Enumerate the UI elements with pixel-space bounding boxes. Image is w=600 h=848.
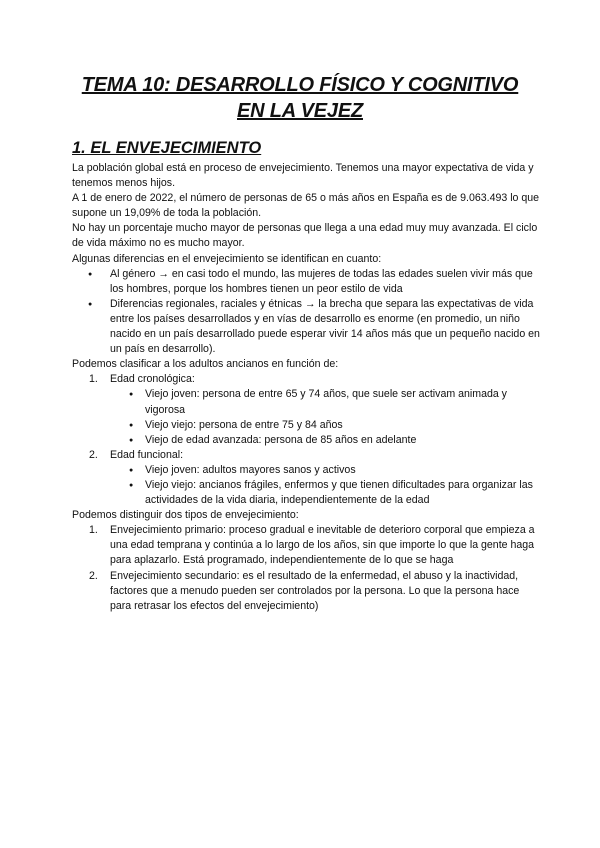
- title-line-1: TEMA 10: DESARROLLO FÍSICO Y COGNITIVO: [81, 74, 519, 96]
- differences-list: [72, 267, 542, 358]
- sub-list-item: ● Viejo joven: persona de entre 65 y 74 años, que suele ser activam animada y vigorosa: [72, 387, 542, 417]
- section-body: [72, 161, 542, 614]
- paragraph: No hay un porcentaje mucho mayor de personas que llega a una edad muy muy avanzada. El ciclo de vida máximo no es mucho mayor.: [72, 222, 538, 250]
- sub-list-item: ● Viejo joven: adultos mayores sanos y activos: [72, 463, 542, 478]
- list-item-label: Edad cronológica:: [110, 373, 195, 386]
- list-number: 2.: [89, 569, 98, 582]
- list-item: [72, 569, 542, 614]
- list-item-text: Envejecimiento secundario: es el resultado de la enfermedad, el abuso y la inactividad, factores que a menudo pueden ser controlados por la persona. Lo que la persona hace para retrasar los efectos del envejecimiento): [110, 569, 520, 612]
- list-item: ● Al género → en casi todo el mundo, las mujeres de todas las edades suelen vivir más que los hombres, porque los hombres tienen un peor estilo de vida: [72, 267, 542, 297]
- list-item-text: Envejecimiento primario: proceso gradual e inevitable de deterioro corporal que empieza a una edad temprana y continúa a lo largo de los años, sin que importe lo que la gente haga para aplazarlo. Está programado, independientemente de lo que se haga: [110, 524, 535, 567]
- types-list: [72, 523, 542, 614]
- page-title: [40, 72, 560, 124]
- list-number: 1.: [89, 373, 98, 386]
- list-item: ● Diferencias regionales, raciales y étnicas → la brecha que separa las expectativas de vida entre los países desarrollados y en vías de desarrollo es enorme (en promedio, un niño nacido en un país desarrollado puede esperar vivir 14 años más que un pequeño nacido en un país en desarrollo).: [72, 297, 542, 357]
- sub-list-item: ● Viejo de edad avanzada: persona de 85 años en adelante: [72, 433, 542, 448]
- sub-list-item: ● Viejo viejo: persona de entre 75 y 84 años: [72, 418, 542, 433]
- paragraph: Podemos distinguir dos tipos de envejecimiento:: [72, 509, 299, 522]
- list-item: [72, 448, 542, 463]
- list-item: [72, 372, 542, 387]
- title-line-2: EN LA VEJEZ: [237, 100, 363, 122]
- section-heading: 1. EL ENVEJECIMIENTO: [72, 139, 262, 157]
- list-number: 1.: [89, 524, 98, 537]
- paragraph: A 1 de enero de 2022, el número de personas de 65 o más años en España es de 9.063.493 lo que supone un 19,09% de toda la población.: [72, 192, 540, 220]
- paragraph: Podemos clasificar a los adultos ancianos en función de:: [72, 358, 339, 371]
- paragraph: Algunas diferencias en el envejecimiento se identifican en cuanto:: [72, 252, 382, 265]
- list-item-label: Edad funcional:: [110, 448, 184, 461]
- paragraph: La población global está en proceso de envejecimiento. Tenemos una mayor expectativa de vida y tenemos menos hijos.: [72, 162, 534, 190]
- classify-list: [72, 372, 542, 508]
- list-number: 2.: [89, 448, 98, 461]
- sub-list-item: ● Viejo viejo: ancianos frágiles, enfermos y que tienen dificultades para organizar las actividades de la vida diaria, independientemente de la edad: [72, 478, 542, 508]
- list-item: [72, 523, 542, 568]
